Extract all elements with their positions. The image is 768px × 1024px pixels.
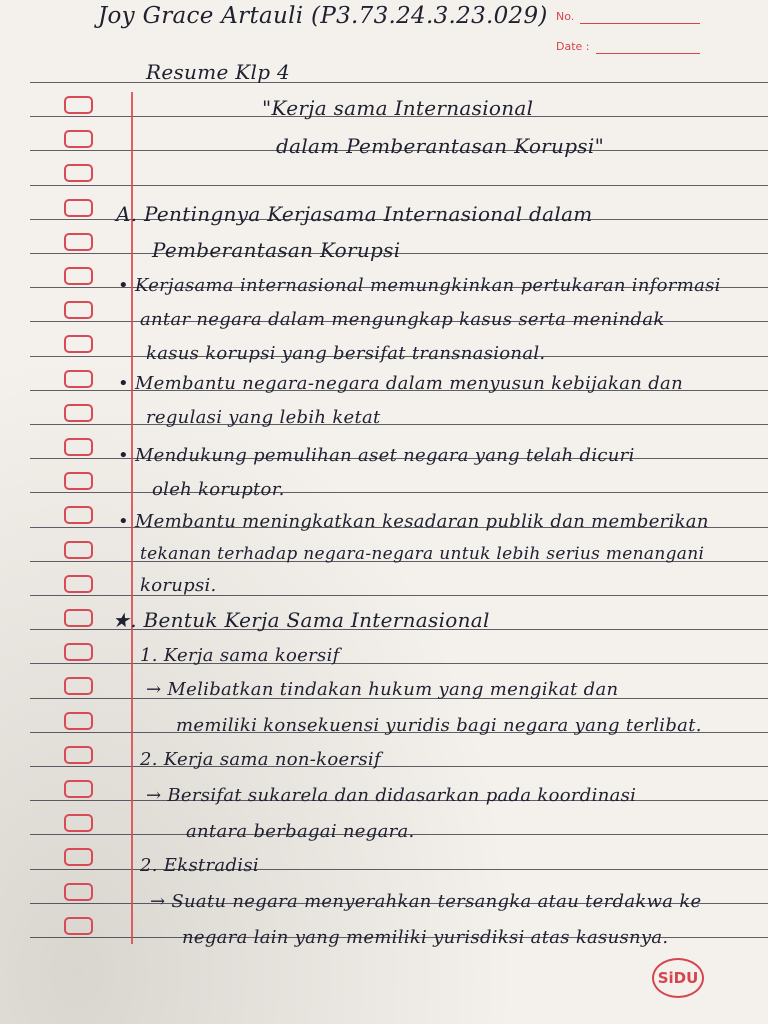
resume-title: Resume Klp 4 (146, 60, 291, 84)
binding-hole (64, 712, 93, 730)
section2-line: memiliki konsekuensi yuridis bagi negara yang terlibat. (176, 715, 702, 736)
binding-hole (64, 472, 93, 490)
binding-hole (64, 609, 93, 627)
binding-hole (64, 541, 93, 559)
binding-hole (64, 575, 93, 593)
binding-hole (64, 96, 93, 114)
binding-hole (64, 370, 93, 388)
binding-hole (64, 199, 93, 217)
binding-hole (64, 780, 93, 798)
section1-line: • Mendukung pemulihan aset negara yang telah dicuri (118, 445, 635, 466)
section1-line: antar negara dalam mengungkap kasus serta menindak (140, 309, 665, 330)
section1-line: • Kerjasama internasional memungkinkan pertukaran informasi (118, 275, 721, 296)
section2-line: 2. Ekstradisi (140, 855, 259, 876)
binding-hole (64, 746, 93, 764)
section1-heading-line-1: A. Pentingnya Kerjasama Internasional dalam (116, 202, 593, 226)
binding-hole (64, 164, 93, 182)
ruled-line (30, 492, 768, 493)
section1-line: korupsi. (140, 575, 217, 596)
ruled-line (30, 424, 768, 425)
binding-hole (64, 404, 93, 422)
section1-line: tekanan terhadap negara-negara untuk lebih serius menangani (140, 544, 705, 564)
binding-hole (64, 814, 93, 832)
section2-line: → Suatu negara menyerahkan tersangka atau terdakwa ke (150, 891, 702, 912)
topic-title-line-1: "Kerja sama Internasional (262, 96, 534, 120)
section1-line: kasus korupsi yang bersifat transnasional. (146, 343, 546, 364)
ruled-line (30, 82, 768, 83)
sidu-logo-stamp: SiDU (652, 958, 704, 998)
binding-hole (64, 301, 93, 319)
section2-line: antara berbagai negara. (186, 821, 415, 842)
section1-line: oleh koruptor. (152, 479, 285, 500)
section2-line: → Melibatkan tindakan hukum yang mengikat dan (146, 679, 619, 700)
binding-hole (64, 233, 93, 251)
binding-hole (64, 130, 93, 148)
binding-hole (64, 677, 93, 695)
section1-line: • Membantu meningkatkan kesadaran publik dan memberikan (118, 511, 709, 532)
date-underline (596, 53, 700, 54)
binding-hole (64, 917, 93, 935)
binding-hole (64, 848, 93, 866)
section2-line: 1. Kerja sama koersif (140, 645, 340, 666)
binding-hole (64, 643, 93, 661)
topic-title-line-2: dalam Pemberantasan Korupsi" (276, 134, 605, 158)
section1-line: regulasi yang lebih ketat (146, 407, 381, 428)
no-label: No. (556, 10, 575, 23)
section2-heading: ★. Bentuk Kerja Sama Internasional (112, 608, 490, 632)
ruled-line (30, 185, 768, 186)
binding-hole (64, 267, 93, 285)
binding-hole (64, 883, 93, 901)
no-underline (580, 23, 700, 24)
binding-hole (64, 438, 93, 456)
section2-line: negara lain yang memiliki yurisdiksi atas kasusnya. (182, 927, 669, 948)
section2-line: → Bersifat sukarela dan didasarkan pada koordinasi (146, 785, 637, 806)
binding-hole (64, 506, 93, 524)
binding-hole (64, 335, 93, 353)
section1-line: • Membantu negara-negara dalam menyusun kebijakan dan (118, 373, 683, 394)
date-label: Date : (556, 40, 590, 53)
student-name-line: Joy Grace Artauli (P3.73.24.3.23.029) (98, 3, 548, 29)
section1-heading-line-2: Pemberantasan Korupsi (152, 238, 401, 262)
section2-line: 2. Kerja sama non-koersif (140, 749, 381, 770)
